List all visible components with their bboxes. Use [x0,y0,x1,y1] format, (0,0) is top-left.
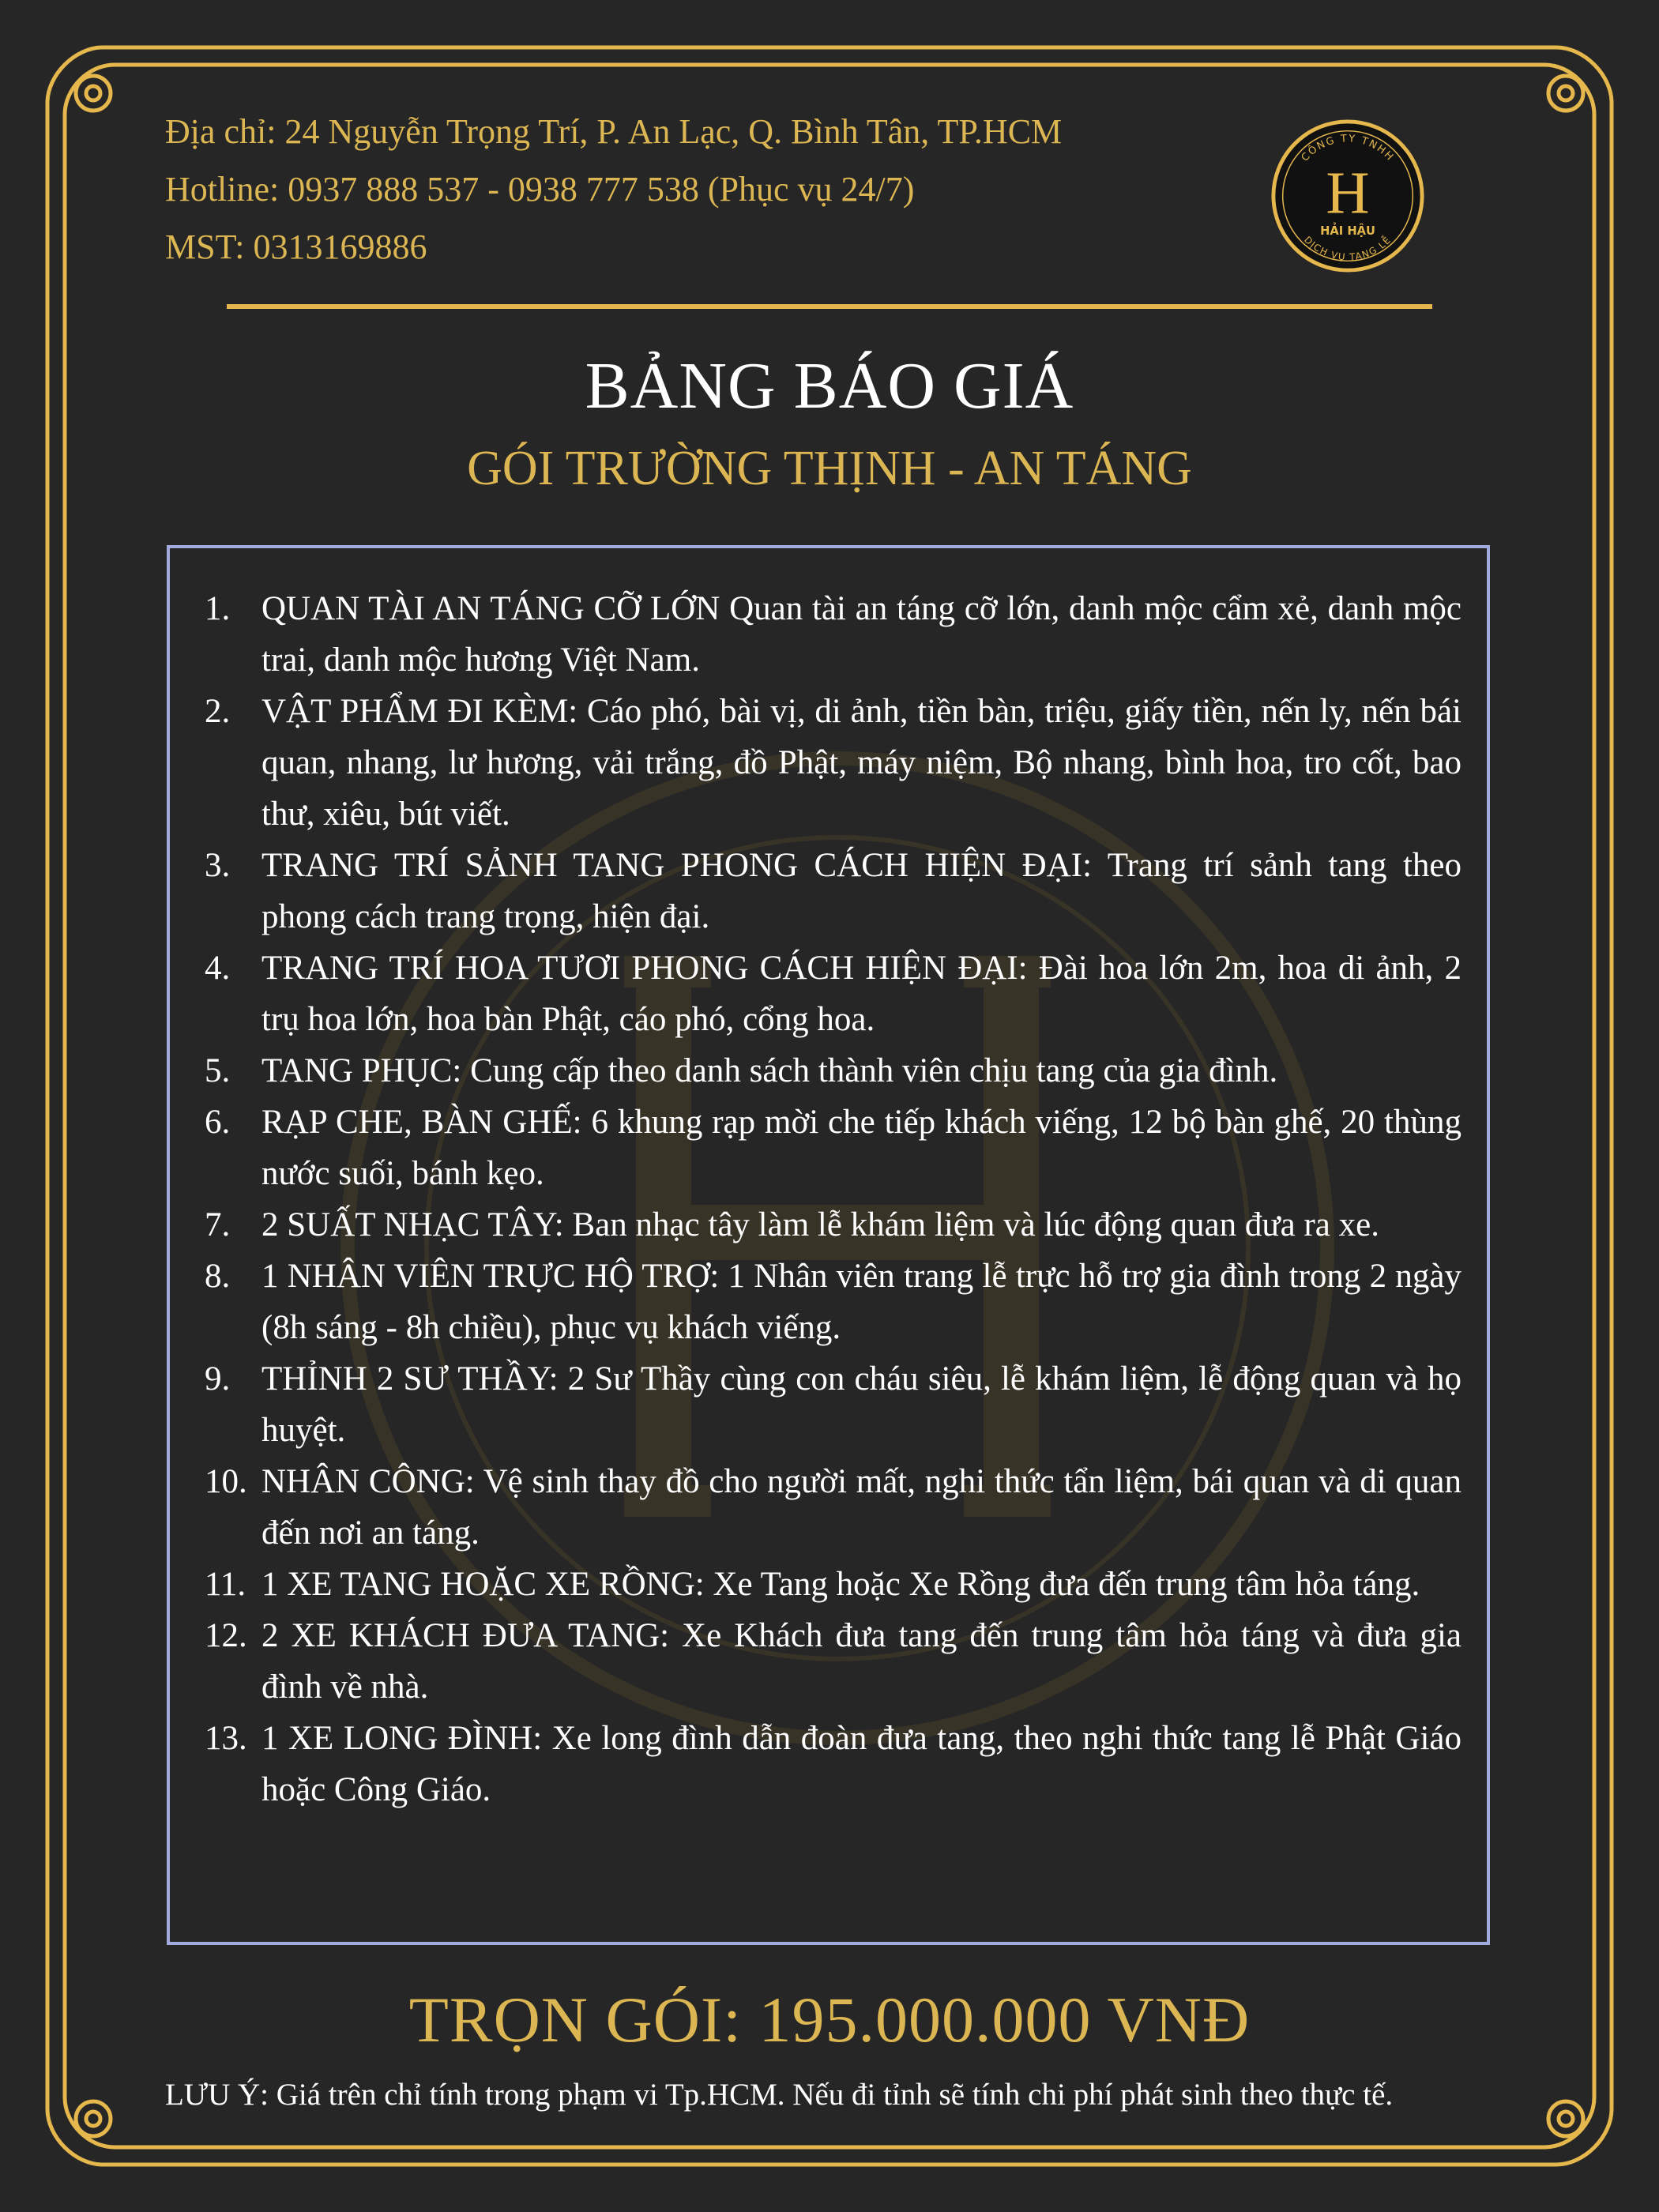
list-item [205,583,1462,686]
list-item [205,1251,1462,1353]
header-divider [227,304,1432,309]
item-number: 4. [205,950,231,987]
item-text: 2 XE KHÁCH ĐƯA TANG: Xe Khách đưa tang đến trung tâm hỏa táng và đưa gia đình về nhà. [261,1617,1462,1706]
list-item [205,942,1462,1045]
list-item [205,1610,1462,1713]
address: Địa chỉ: 24 Nguyễn Trọng Trí, P. An Lạc, Q. Bình Tân, TP.HCM [165,112,1063,151]
item-text: QUAN TÀI AN TÁNG CỠ LỚN Quan tài an táng cỡ lớn, danh mộc cẩm xẻ, danh mộc trai, danh mộc hương Việt Nam. [261,590,1462,679]
item-text: RẠP CHE, BÀN GHẾ: 6 khung rạp mời che tiếp khách viếng, 12 bộ bàn ghế, 20 thùng nước suối, bánh kẹo. [261,1104,1462,1192]
item-number: 9. [205,1360,231,1398]
corner-ornament-icon [47,47,115,115]
item-text: 1 XE LONG ĐÌNH: Xe long đình dẫn đoàn đưa tang, theo nghi thức tang lễ Phật Giáo hoặc Công Giáo. [261,1720,1462,1808]
item-number: 11. [205,1566,246,1603]
hotline: Hotline: 0937 888 537 - 0938 777 538 (Phục vụ 24/7) [165,170,915,209]
page-subtitle: GÓI TRƯỜNG THỊNH - AN TÁNG [467,442,1192,495]
item-text: TRANG TRÍ HOA TƯƠI PHONG CÁCH HIỆN ĐẠI: Đài hoa lớn 2m, hoa di ảnh, 2 trụ hoa lớn, hoa bàn Phật, cáo phó, cổng hoa. [261,950,1462,1038]
svg-text:DỊCH VỤ TANG LỄ: DỊCH VỤ TANG LỄ [1302,234,1394,263]
item-text: TANG PHỤC: Cung cấp theo danh sách thành viên chịu tang của gia đình. [261,1052,1278,1089]
corner-ornament-icon [1544,2097,1612,2165]
corner-ornament-icon [1544,47,1612,115]
item-number: 10. [205,1463,247,1500]
item-text: 1 XE TANG HOẶC XE RỒNG: Xe Tang hoặc Xe Rồng đưa đến trung tâm hỏa táng. [261,1566,1420,1603]
item-text: 1 NHÂN VIÊN TRỰC HỘ TRỢ: 1 Nhân viên trang lễ trực hỗ trợ gia đình trong 2 ngày (8h sáng - 8h chiều), phục vụ khách viếng. [261,1258,1462,1346]
item-number: 12. [205,1617,247,1654]
list-item [205,1713,1462,1815]
item-text: NHÂN CÔNG: Vệ sinh thay đồ cho người mất, nghi thức tẩn liệm, bái quan và di quan đến nơi an táng. [261,1463,1462,1552]
contact-info [165,103,1062,276]
item-text: TRANG TRÍ SẢNH TANG PHONG CÁCH HIỆN ĐẠI: Trang trí sảnh tang theo phong cách trang trọng, hiện đại. [261,847,1462,935]
list-item [205,1199,1462,1251]
list-item [205,1097,1462,1199]
item-text: VẬT PHẨM ĐI KÈM: Cáo phó, bài vị, di ảnh, tiền bàn, triệu, giấy tiền, nến ly, nến bái quan, nhang, lư hương, vải trắng, đồ Phật, máy niệm, Bộ nhang, bình hoa, tro cốt, bao thư, xiêu, bút viết. [261,693,1462,833]
item-number: 5. [205,1052,231,1089]
list-item [205,1045,1462,1097]
list-item [205,1353,1462,1456]
tax-id: MST: 0313169886 [165,228,427,266]
item-text: THỈNH 2 SƯ THẦY: 2 Sư Thầy cùng con cháu siêu, lễ khám liệm, lễ động quan và họ huyệt. [261,1360,1462,1449]
page-title: BẢNG BÁO GIÁ [585,349,1074,423]
item-number: 2. [205,693,231,730]
item-number: 6. [205,1104,231,1141]
item-number: 3. [205,847,231,884]
list-item [205,1456,1462,1559]
item-number: 13. [205,1720,247,1757]
item-number: 8. [205,1258,231,1295]
list-item [205,840,1462,942]
item-text: 2 SUẤT NHẠC TÂY: Ban nhạc tây làm lễ khám liệm và lúc động quan đưa ra xe. [261,1206,1379,1243]
corner-ornament-icon [47,2097,115,2165]
pricing-note: LƯU Ý: Giá trên chỉ tính trong phạm vi Tp.HCM. Nếu đi tỉnh sẽ tính chi phí phát sinh theo thực tế. [165,2078,1394,2112]
svg-text:CÔNG TY TNHH: CÔNG TY TNHH [1299,133,1397,164]
list-item [205,686,1462,840]
list-item [205,1559,1462,1610]
item-number: 1. [205,590,231,627]
svg-text:HẢI HẬU: HẢI HẬU [1320,224,1375,238]
company-logo-icon [1270,118,1425,273]
package-items-list [205,583,1462,1815]
package-total-price: TRỌN GÓI: 195.000.000 VNĐ [408,1984,1251,2056]
svg-text:H: H [1326,159,1370,227]
item-number: 7. [205,1206,231,1243]
